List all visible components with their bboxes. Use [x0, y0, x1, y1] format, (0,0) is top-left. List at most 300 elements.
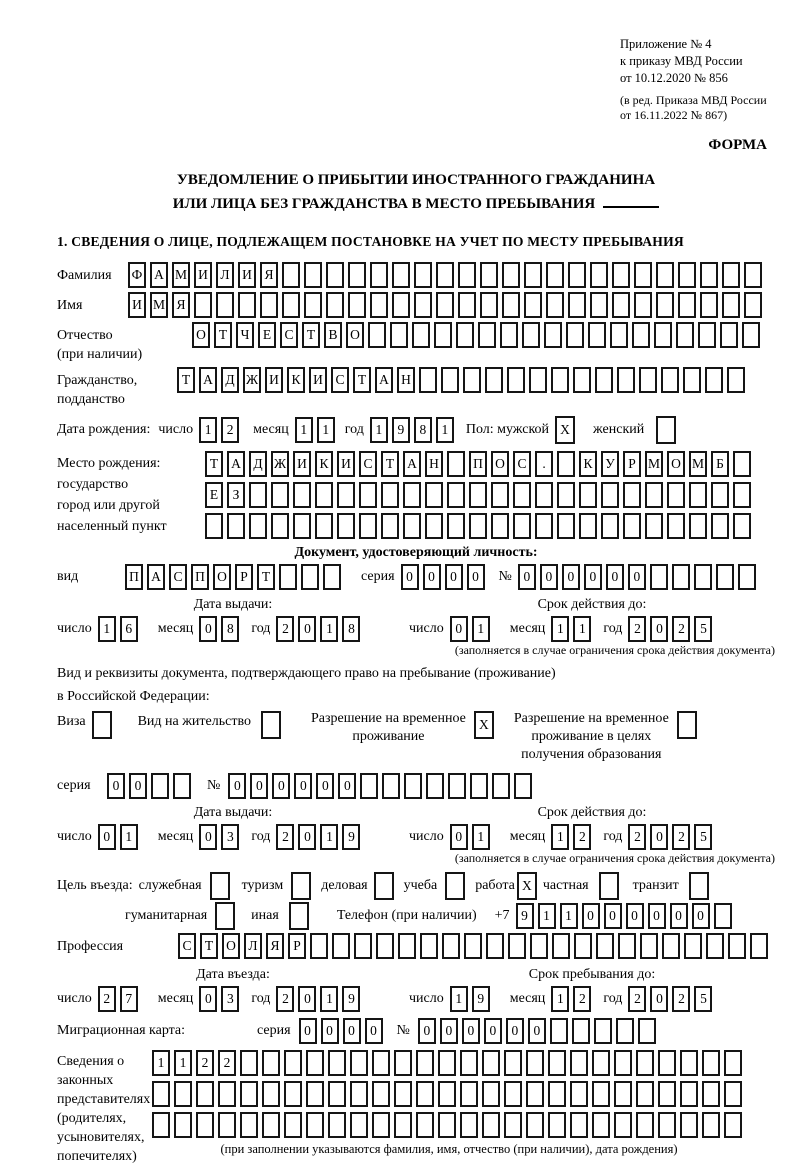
char-cell[interactable]: 0: [648, 903, 666, 929]
char-cell[interactable]: 0: [294, 773, 312, 799]
char-cell[interactable]: [416, 1050, 434, 1076]
char-cell[interactable]: [689, 872, 709, 900]
char-cell[interactable]: [323, 564, 341, 590]
char-cell[interactable]: В: [324, 322, 342, 348]
char-cell[interactable]: 1: [538, 903, 556, 929]
char-cell[interactable]: [348, 262, 366, 288]
char-cell[interactable]: [614, 1050, 632, 1076]
char-cell[interactable]: [438, 1112, 456, 1138]
char-cell[interactable]: [592, 1081, 610, 1107]
char-cell[interactable]: 0: [462, 1018, 480, 1044]
char-cell[interactable]: [507, 367, 525, 393]
char-cell[interactable]: [460, 1050, 478, 1076]
char-cell[interactable]: К: [287, 367, 305, 393]
char-cell[interactable]: И: [309, 367, 327, 393]
char-cell[interactable]: [636, 1112, 654, 1138]
char-cell[interactable]: 1: [450, 986, 468, 1012]
char-cell[interactable]: 0: [467, 564, 485, 590]
char-cell[interactable]: [337, 482, 355, 508]
char-cell[interactable]: [174, 1081, 192, 1107]
char-cell[interactable]: [374, 872, 394, 900]
char-cell[interactable]: 1: [573, 616, 591, 642]
char-cell[interactable]: [279, 564, 297, 590]
char-cell[interactable]: [261, 711, 281, 739]
char-cell[interactable]: [548, 1050, 566, 1076]
char-cell[interactable]: [676, 322, 694, 348]
char-cell[interactable]: [392, 262, 410, 288]
char-cell[interactable]: [382, 773, 400, 799]
char-cell[interactable]: 2: [196, 1050, 214, 1076]
char-cell[interactable]: А: [199, 367, 217, 393]
char-cell[interactable]: М: [172, 262, 190, 288]
char-cell[interactable]: Л: [244, 933, 262, 959]
char-cell[interactable]: [348, 292, 366, 318]
char-cell[interactable]: 1: [551, 986, 569, 1012]
char-cell[interactable]: [658, 1081, 676, 1107]
char-cell[interactable]: [634, 262, 652, 288]
char-cell[interactable]: У: [601, 451, 619, 477]
char-cell[interactable]: [722, 292, 740, 318]
char-cell[interactable]: [640, 933, 658, 959]
char-cell[interactable]: [750, 933, 768, 959]
char-cell[interactable]: 0: [484, 1018, 502, 1044]
char-cell[interactable]: Н: [425, 451, 443, 477]
char-cell[interactable]: [702, 1112, 720, 1138]
char-cell[interactable]: [464, 933, 482, 959]
char-cell[interactable]: [514, 773, 532, 799]
char-cell[interactable]: [654, 322, 672, 348]
char-cell[interactable]: [658, 1112, 676, 1138]
char-cell[interactable]: [460, 1112, 478, 1138]
char-cell[interactable]: [728, 933, 746, 959]
char-cell[interactable]: Я: [260, 262, 278, 288]
char-cell[interactable]: 3: [221, 824, 239, 850]
char-cell[interactable]: [394, 1050, 412, 1076]
char-cell[interactable]: [240, 1050, 258, 1076]
char-cell[interactable]: [306, 1050, 324, 1076]
char-cell[interactable]: [684, 933, 702, 959]
char-cell[interactable]: [683, 367, 701, 393]
char-cell[interactable]: [579, 513, 597, 539]
char-cell[interactable]: [482, 1050, 500, 1076]
char-cell[interactable]: Ф: [128, 262, 146, 288]
char-cell[interactable]: [289, 902, 309, 930]
char-cell[interactable]: [656, 416, 676, 444]
char-cell[interactable]: 0: [445, 564, 463, 590]
char-cell[interactable]: [249, 482, 267, 508]
char-cell[interactable]: [403, 513, 421, 539]
char-cell[interactable]: [722, 262, 740, 288]
char-cell[interactable]: [218, 1112, 236, 1138]
char-cell[interactable]: [706, 933, 724, 959]
char-cell[interactable]: [504, 1050, 522, 1076]
char-cell[interactable]: [680, 1081, 698, 1107]
char-cell[interactable]: И: [128, 292, 146, 318]
char-cell[interactable]: [151, 773, 169, 799]
char-cell[interactable]: [469, 482, 487, 508]
char-cell[interactable]: [590, 262, 608, 288]
char-cell[interactable]: 0: [316, 773, 334, 799]
char-cell[interactable]: Р: [623, 451, 641, 477]
char-cell[interactable]: [662, 933, 680, 959]
char-cell[interactable]: [315, 482, 333, 508]
char-cell[interactable]: 0: [129, 773, 147, 799]
char-cell[interactable]: 2: [573, 986, 591, 1012]
char-cell[interactable]: О: [213, 564, 231, 590]
char-cell[interactable]: [557, 482, 575, 508]
char-cell[interactable]: [293, 482, 311, 508]
char-cell[interactable]: [513, 513, 531, 539]
char-cell[interactable]: М: [645, 451, 663, 477]
char-cell[interactable]: [702, 1050, 720, 1076]
char-cell[interactable]: [592, 1050, 610, 1076]
char-cell[interactable]: [414, 262, 432, 288]
char-cell[interactable]: [360, 773, 378, 799]
char-cell[interactable]: [634, 292, 652, 318]
char-cell[interactable]: П: [469, 451, 487, 477]
char-cell[interactable]: [480, 292, 498, 318]
char-cell[interactable]: 1: [551, 824, 569, 850]
char-cell[interactable]: [310, 933, 328, 959]
char-cell[interactable]: [416, 1112, 434, 1138]
char-cell[interactable]: 0: [670, 903, 688, 929]
char-cell[interactable]: Н: [397, 367, 415, 393]
char-cell[interactable]: 1: [174, 1050, 192, 1076]
char-cell[interactable]: 1: [317, 417, 335, 443]
char-cell[interactable]: 9: [516, 903, 534, 929]
char-cell[interactable]: [426, 773, 444, 799]
char-cell[interactable]: Я: [172, 292, 190, 318]
char-cell[interactable]: [492, 773, 510, 799]
char-cell[interactable]: 1: [472, 616, 490, 642]
char-cell[interactable]: О: [667, 451, 685, 477]
char-cell[interactable]: 0: [450, 824, 468, 850]
char-cell[interactable]: 2: [573, 824, 591, 850]
char-cell[interactable]: Е: [258, 322, 276, 348]
char-cell[interactable]: С: [280, 322, 298, 348]
char-cell[interactable]: 0: [626, 903, 644, 929]
char-cell[interactable]: А: [147, 564, 165, 590]
char-cell[interactable]: [152, 1081, 170, 1107]
char-cell[interactable]: 0: [604, 903, 622, 929]
char-cell[interactable]: [482, 1112, 500, 1138]
char-cell[interactable]: И: [293, 451, 311, 477]
char-cell[interactable]: Б: [711, 451, 729, 477]
char-cell[interactable]: 0: [272, 773, 290, 799]
char-cell[interactable]: [599, 872, 619, 900]
char-cell[interactable]: [658, 1050, 676, 1076]
char-cell[interactable]: [623, 482, 641, 508]
char-cell[interactable]: [403, 482, 421, 508]
char-cell[interactable]: 0: [584, 564, 602, 590]
char-cell[interactable]: [306, 1112, 324, 1138]
char-cell[interactable]: [447, 451, 465, 477]
char-cell[interactable]: 0: [518, 564, 536, 590]
char-cell[interactable]: 1: [320, 986, 338, 1012]
char-cell[interactable]: [645, 482, 663, 508]
char-cell[interactable]: [596, 933, 614, 959]
char-cell[interactable]: 8: [342, 616, 360, 642]
char-cell[interactable]: [711, 513, 729, 539]
char-cell[interactable]: [398, 933, 416, 959]
char-cell[interactable]: Я: [266, 933, 284, 959]
char-cell[interactable]: 1: [320, 824, 338, 850]
char-cell[interactable]: [689, 482, 707, 508]
char-cell[interactable]: [196, 1112, 214, 1138]
char-cell[interactable]: М: [150, 292, 168, 318]
char-cell[interactable]: [262, 1081, 280, 1107]
title-blank-line[interactable]: [603, 193, 659, 208]
char-cell[interactable]: К: [315, 451, 333, 477]
char-cell[interactable]: 0: [650, 616, 668, 642]
char-cell[interactable]: [301, 564, 319, 590]
char-cell[interactable]: [332, 933, 350, 959]
char-cell[interactable]: [350, 1112, 368, 1138]
char-cell[interactable]: Ч: [236, 322, 254, 348]
char-cell[interactable]: [524, 262, 542, 288]
char-cell[interactable]: А: [150, 262, 168, 288]
char-cell[interactable]: [656, 262, 674, 288]
char-cell[interactable]: Т: [381, 451, 399, 477]
char-cell[interactable]: 2: [672, 824, 690, 850]
char-cell[interactable]: [711, 482, 729, 508]
char-cell[interactable]: [271, 482, 289, 508]
char-cell[interactable]: [733, 513, 751, 539]
char-cell[interactable]: [448, 773, 466, 799]
char-cell[interactable]: 9: [342, 824, 360, 850]
char-cell[interactable]: [326, 262, 344, 288]
char-cell[interactable]: [404, 773, 422, 799]
char-cell[interactable]: [271, 513, 289, 539]
char-cell[interactable]: [390, 322, 408, 348]
char-cell[interactable]: [425, 482, 443, 508]
char-cell[interactable]: [594, 1018, 612, 1044]
char-cell[interactable]: [328, 1112, 346, 1138]
char-cell[interactable]: [702, 1081, 720, 1107]
char-cell[interactable]: [394, 1112, 412, 1138]
char-cell[interactable]: [716, 564, 734, 590]
char-cell[interactable]: [700, 262, 718, 288]
char-cell[interactable]: [173, 773, 191, 799]
char-cell[interactable]: 0: [628, 564, 646, 590]
char-cell[interactable]: [680, 1050, 698, 1076]
char-cell[interactable]: [557, 451, 575, 477]
char-cell[interactable]: 0: [606, 564, 624, 590]
char-cell[interactable]: [425, 513, 443, 539]
char-cell[interactable]: [535, 482, 553, 508]
char-cell[interactable]: [639, 367, 657, 393]
char-cell[interactable]: 0: [418, 1018, 436, 1044]
char-cell[interactable]: [645, 513, 663, 539]
char-cell[interactable]: [592, 1112, 610, 1138]
char-cell[interactable]: [667, 513, 685, 539]
char-cell[interactable]: 6: [120, 616, 138, 642]
char-cell[interactable]: Ж: [243, 367, 261, 393]
char-cell[interactable]: Т: [302, 322, 320, 348]
char-cell[interactable]: [238, 292, 256, 318]
char-cell[interactable]: 0: [199, 616, 217, 642]
char-cell[interactable]: [434, 322, 452, 348]
char-cell[interactable]: Д: [221, 367, 239, 393]
char-cell[interactable]: X: [555, 416, 575, 444]
char-cell[interactable]: [304, 262, 322, 288]
char-cell[interactable]: 0: [365, 1018, 383, 1044]
char-cell[interactable]: [614, 1081, 632, 1107]
char-cell[interactable]: [677, 711, 697, 739]
char-cell[interactable]: [315, 513, 333, 539]
char-cell[interactable]: [502, 292, 520, 318]
char-cell[interactable]: 0: [528, 1018, 546, 1044]
char-cell[interactable]: Т: [214, 322, 232, 348]
char-cell[interactable]: С: [331, 367, 349, 393]
char-cell[interactable]: И: [194, 262, 212, 288]
char-cell[interactable]: 0: [506, 1018, 524, 1044]
char-cell[interactable]: [304, 292, 322, 318]
char-cell[interactable]: .: [535, 451, 553, 477]
char-cell[interactable]: [227, 513, 245, 539]
char-cell[interactable]: [601, 513, 619, 539]
char-cell[interactable]: 2: [672, 986, 690, 1012]
char-cell[interactable]: 9: [342, 986, 360, 1012]
char-cell[interactable]: [590, 292, 608, 318]
char-cell[interactable]: [526, 1112, 544, 1138]
char-cell[interactable]: 0: [107, 773, 125, 799]
char-cell[interactable]: [727, 367, 745, 393]
char-cell[interactable]: [436, 262, 454, 288]
char-cell[interactable]: [350, 1081, 368, 1107]
char-cell[interactable]: А: [375, 367, 393, 393]
char-cell[interactable]: 2: [98, 986, 116, 1012]
char-cell[interactable]: [661, 367, 679, 393]
char-cell[interactable]: Т: [205, 451, 223, 477]
char-cell[interactable]: [546, 262, 564, 288]
char-cell[interactable]: [678, 292, 696, 318]
char-cell[interactable]: [544, 322, 562, 348]
char-cell[interactable]: [216, 292, 234, 318]
char-cell[interactable]: [724, 1112, 742, 1138]
char-cell[interactable]: [414, 292, 432, 318]
char-cell[interactable]: [744, 292, 762, 318]
char-cell[interactable]: [445, 872, 465, 900]
char-cell[interactable]: О: [192, 322, 210, 348]
char-cell[interactable]: 0: [423, 564, 441, 590]
char-cell[interactable]: [689, 513, 707, 539]
char-cell[interactable]: 2: [221, 417, 239, 443]
char-cell[interactable]: X: [517, 872, 537, 900]
char-cell[interactable]: [550, 1018, 568, 1044]
char-cell[interactable]: [724, 1050, 742, 1076]
char-cell[interactable]: [262, 1050, 280, 1076]
char-cell[interactable]: Р: [235, 564, 253, 590]
char-cell[interactable]: [502, 262, 520, 288]
char-cell[interactable]: [210, 872, 230, 900]
char-cell[interactable]: [529, 367, 547, 393]
char-cell[interactable]: [508, 933, 526, 959]
char-cell[interactable]: 2: [218, 1050, 236, 1076]
char-cell[interactable]: 0: [298, 986, 316, 1012]
char-cell[interactable]: [694, 564, 712, 590]
char-cell[interactable]: [419, 367, 437, 393]
char-cell[interactable]: [372, 1050, 390, 1076]
char-cell[interactable]: [504, 1112, 522, 1138]
char-cell[interactable]: 1: [370, 417, 388, 443]
char-cell[interactable]: 1: [551, 616, 569, 642]
char-cell[interactable]: [513, 482, 531, 508]
char-cell[interactable]: 0: [401, 564, 419, 590]
char-cell[interactable]: [482, 1081, 500, 1107]
char-cell[interactable]: [447, 482, 465, 508]
char-cell[interactable]: [376, 933, 394, 959]
char-cell[interactable]: 1: [98, 616, 116, 642]
char-cell[interactable]: [491, 513, 509, 539]
char-cell[interactable]: [249, 513, 267, 539]
char-cell[interactable]: [526, 1050, 544, 1076]
char-cell[interactable]: 0: [582, 903, 600, 929]
char-cell[interactable]: [436, 292, 454, 318]
char-cell[interactable]: 1: [120, 824, 138, 850]
char-cell[interactable]: [632, 322, 650, 348]
char-cell[interactable]: [92, 711, 112, 739]
char-cell[interactable]: [667, 482, 685, 508]
char-cell[interactable]: [416, 1081, 434, 1107]
char-cell[interactable]: [614, 1112, 632, 1138]
char-cell[interactable]: [441, 367, 459, 393]
char-cell[interactable]: [456, 322, 474, 348]
char-cell[interactable]: 9: [472, 986, 490, 1012]
char-cell[interactable]: 7: [120, 986, 138, 1012]
char-cell[interactable]: А: [227, 451, 245, 477]
char-cell[interactable]: [480, 262, 498, 288]
char-cell[interactable]: [579, 482, 597, 508]
char-cell[interactable]: [570, 1050, 588, 1076]
char-cell[interactable]: [568, 262, 586, 288]
char-cell[interactable]: Т: [257, 564, 275, 590]
char-cell[interactable]: 8: [414, 417, 432, 443]
char-cell[interactable]: 0: [199, 986, 217, 1012]
char-cell[interactable]: 2: [628, 986, 646, 1012]
char-cell[interactable]: З: [227, 482, 245, 508]
char-cell[interactable]: [570, 1112, 588, 1138]
char-cell[interactable]: X: [474, 711, 494, 739]
char-cell[interactable]: [738, 564, 756, 590]
char-cell[interactable]: [359, 513, 377, 539]
char-cell[interactable]: 2: [276, 616, 294, 642]
char-cell[interactable]: [535, 513, 553, 539]
char-cell[interactable]: [438, 1081, 456, 1107]
char-cell[interactable]: [698, 322, 716, 348]
char-cell[interactable]: [552, 933, 570, 959]
char-cell[interactable]: [636, 1050, 654, 1076]
char-cell[interactable]: 5: [694, 824, 712, 850]
char-cell[interactable]: [612, 262, 630, 288]
char-cell[interactable]: Е: [205, 482, 223, 508]
char-cell[interactable]: [742, 322, 760, 348]
char-cell[interactable]: [438, 1050, 456, 1076]
char-cell[interactable]: Т: [177, 367, 195, 393]
char-cell[interactable]: 8: [221, 616, 239, 642]
char-cell[interactable]: 1: [436, 417, 454, 443]
char-cell[interactable]: [262, 1112, 280, 1138]
char-cell[interactable]: [282, 262, 300, 288]
char-cell[interactable]: 0: [98, 824, 116, 850]
char-cell[interactable]: 1: [199, 417, 217, 443]
char-cell[interactable]: [394, 1081, 412, 1107]
char-cell[interactable]: [372, 1081, 390, 1107]
char-cell[interactable]: 0: [562, 564, 580, 590]
char-cell[interactable]: [469, 513, 487, 539]
char-cell[interactable]: Л: [216, 262, 234, 288]
char-cell[interactable]: Р: [288, 933, 306, 959]
